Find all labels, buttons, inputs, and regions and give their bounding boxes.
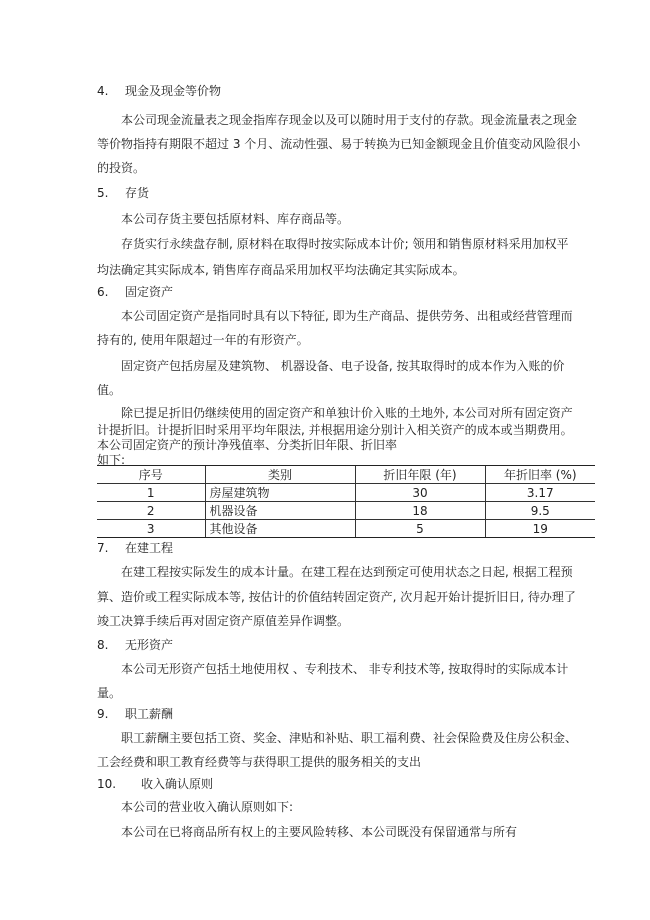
section-title: 固定资产 <box>125 285 174 299</box>
paragraph-line: 如下: <box>97 453 126 467</box>
section-4-heading <box>97 83 221 99</box>
section-5-heading <box>97 185 149 201</box>
paragraph-line: 本公司现金流量表之现金指库存现金以及可以随时用于支付的存款。现金流量表之现金 <box>121 113 578 127</box>
table-cell: 3 <box>97 520 205 538</box>
table-cell: 9.5 <box>485 502 595 520</box>
table-header: 折旧年限 (年) <box>355 466 485 484</box>
paragraph-line: 持有的, 使用年限超过一年的有形资产。 <box>97 333 309 347</box>
paragraph-line: 等价物指持有期限不超过 3 个月、流动性强、易于转换为已知金额现金且价值变动风险很小 <box>97 137 581 151</box>
paragraph-line: 算、造价或工程实际成本等, 按估计的价值结转固定资产, 次月起开始计提折旧日, 待办理了 <box>97 590 576 604</box>
paragraph-line: 量。 <box>97 686 122 700</box>
section-number: 8. <box>97 638 109 652</box>
paragraph-line: 本公司固定资产是指同时具有以下特征, 即为生产商品、提供劳务、出租或经营管理而 <box>121 309 573 323</box>
paragraph-line: 值。 <box>97 383 122 397</box>
table-row <box>97 502 595 520</box>
paragraph-line: 除已提足折旧仍继续使用的固定资产和单独计价入账的土地外, 本公司对所有固定资产 <box>121 406 573 420</box>
section-title: 存货 <box>125 186 150 200</box>
table-cell: 5 <box>355 520 485 538</box>
table-cell: 2 <box>97 502 205 520</box>
section-number: 9. <box>97 707 109 721</box>
paragraph-line: 在建工程按实际发生的成本计量。在建工程在达到预定可使用状态之日起, 根据工程预 <box>121 565 573 579</box>
table-header: 类别 <box>205 466 355 484</box>
table-row <box>97 520 595 538</box>
depreciation-table <box>97 465 595 538</box>
section-6-heading <box>97 284 173 300</box>
section-number: 10. <box>97 777 117 791</box>
section-number: 5. <box>97 186 109 200</box>
table-cell: 其他设备 <box>205 520 355 538</box>
section-number: 6. <box>97 285 109 299</box>
section-10-heading <box>97 776 213 792</box>
table-header: 序号 <box>97 466 205 484</box>
paragraph-line: 职工薪酬主要包括工资、奖金、津贴和补贴、职工福利费、社会保险费及住房公积金、 <box>121 731 578 745</box>
section-title: 收入确认原则 <box>141 777 214 791</box>
paragraph-line: 均法确定其实际成本, 销售库存商品采用加权平均法确定其实际成本。 <box>97 263 465 277</box>
section-title: 现金及现金等价物 <box>125 84 222 98</box>
table-header-row <box>97 466 595 484</box>
paragraph-line: 本公司的营业收入确认原则如下: <box>121 800 294 814</box>
section-title: 职工薪酬 <box>125 707 174 721</box>
table-cell: 1 <box>97 484 205 502</box>
paragraph-line: 的投资。 <box>97 161 146 175</box>
paragraph-line: 固定资产包括房屋及建筑物、 机器设备、电子设备, 按其取得时的成本作为入账的价 <box>121 359 565 373</box>
paragraph-line: 工会经费和职工教育经费等与获得职工提供的服务相关的支出 <box>97 755 422 769</box>
table-header: 年折旧率 (%) <box>485 466 595 484</box>
table-cell: 18 <box>355 502 485 520</box>
table-cell: 30 <box>355 484 485 502</box>
paragraph-line: 本公司在已将商品所有权上的主要风险转移、本公司既没有保留通常与所有 <box>121 825 518 839</box>
paragraph-line: 本公司固定资产的预计净残值率、分类折旧年限、折旧率 <box>97 438 398 452</box>
paragraph-line: 本公司无形资产包括土地使用权 、专利技术、 非专利技术等, 按取得时的实际成本计 <box>121 662 569 676</box>
paragraph-line: 计提折旧。计提折旧时采用平均年限法, 并根据用途分别计入相关资产的成本或当期费用。 <box>97 423 573 437</box>
table-cell: 房屋建筑物 <box>205 484 355 502</box>
section-7-heading <box>97 540 173 556</box>
table-row <box>97 484 595 502</box>
section-title: 无形资产 <box>125 638 174 652</box>
table-cell: 3.17 <box>485 484 595 502</box>
section-9-heading <box>97 706 173 722</box>
paragraph-line: 竣工决算手续后再对固定资产原值差异作调整。 <box>97 614 350 628</box>
table-cell: 19 <box>485 520 595 538</box>
section-number: 4. <box>97 84 109 98</box>
section-number: 7. <box>97 541 109 555</box>
section-title: 在建工程 <box>125 541 174 555</box>
paragraph-line: 存货实行永续盘存制, 原材料在取得时按实际成本计价; 领用和销售原材料采用加权平 <box>121 237 569 251</box>
paragraph-line: 本公司存货主要包括原材料、库存商品等。 <box>121 212 350 226</box>
section-8-heading <box>97 637 173 653</box>
table-cell: 机器设备 <box>205 502 355 520</box>
